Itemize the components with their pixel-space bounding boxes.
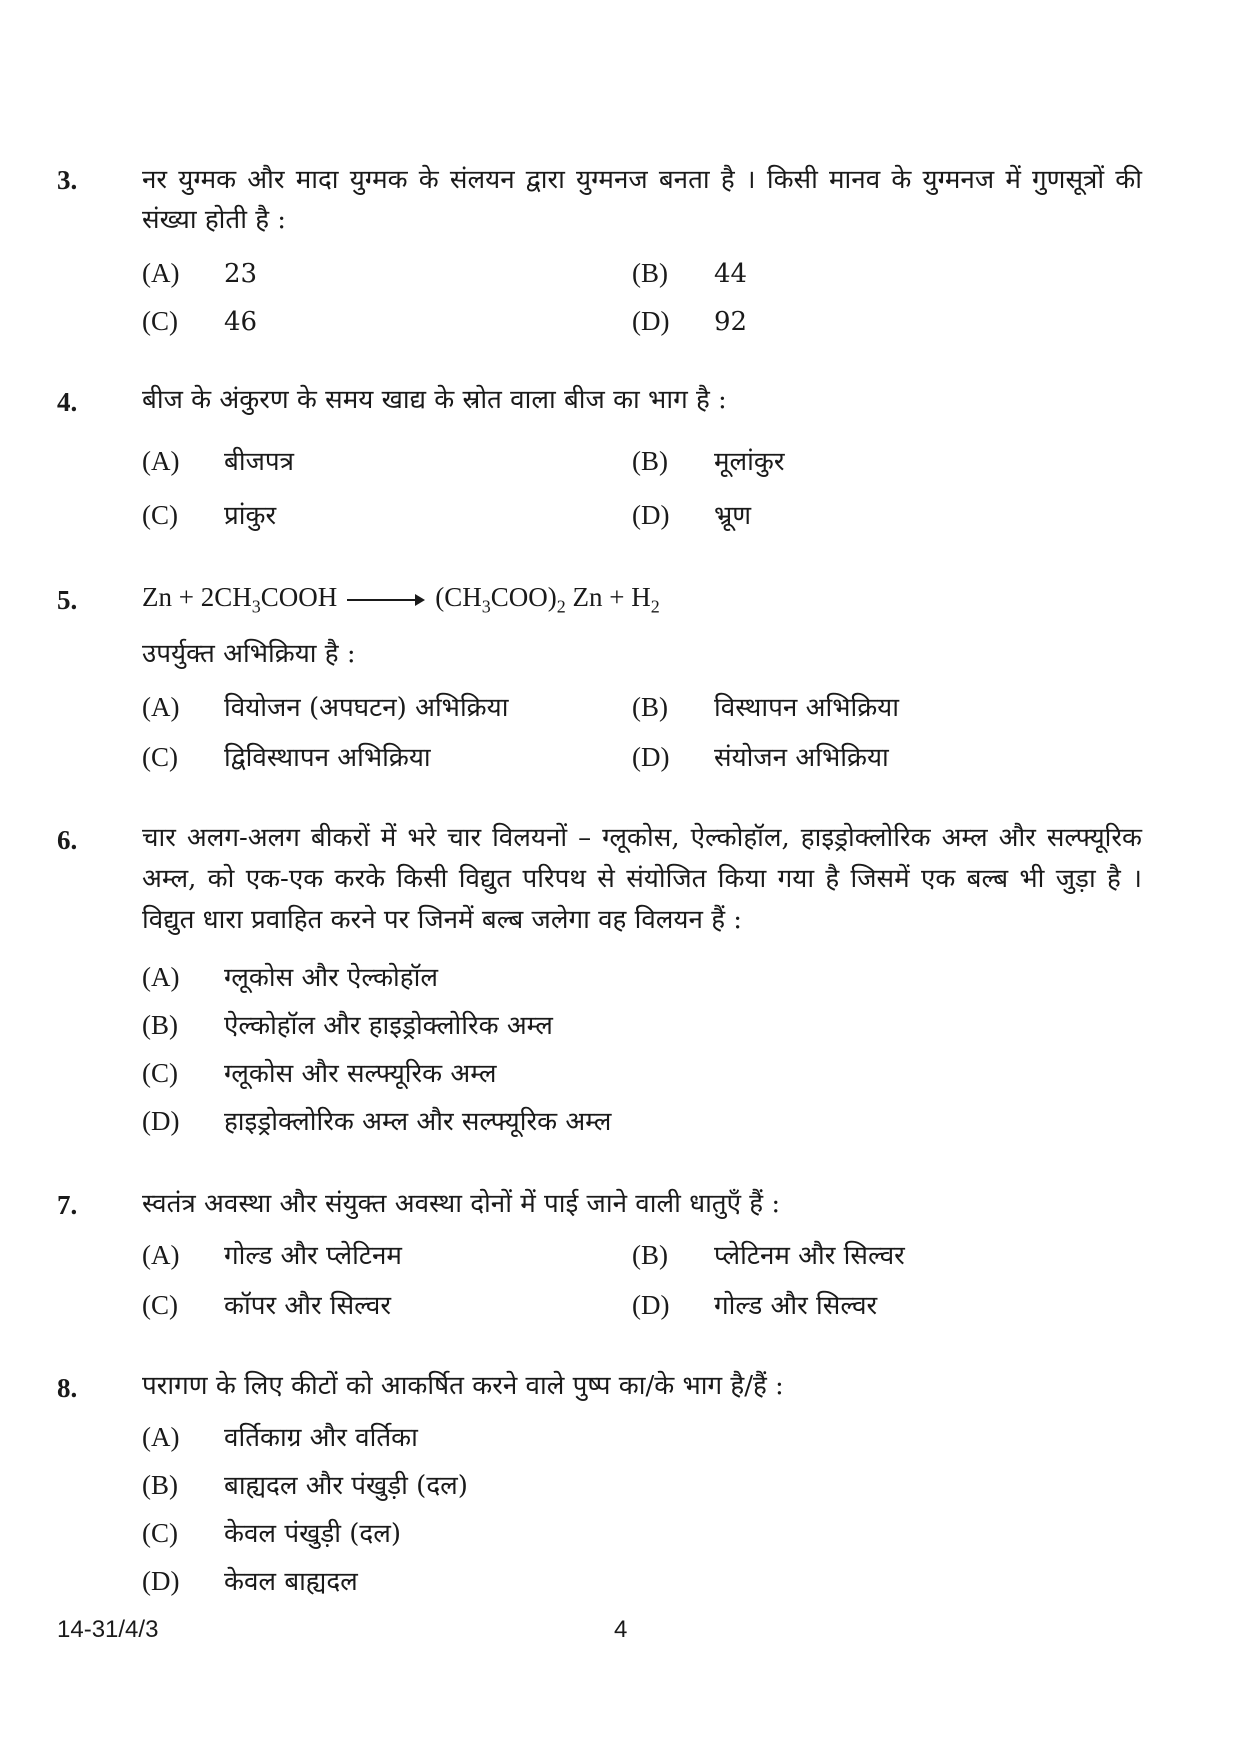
option-label: (A) <box>142 962 180 992</box>
option-text: वर्तिकाग्र और वर्तिका <box>224 1423 418 1453</box>
option-text: द्विविस्थापन अभिक्रिया <box>224 743 431 773</box>
option-b[interactable] <box>632 688 899 724</box>
option-b[interactable] <box>142 1466 468 1502</box>
option-label: (D) <box>632 1290 670 1320</box>
question-number: 4. <box>57 387 78 417</box>
question-number: 3. <box>57 165 78 195</box>
option-b[interactable] <box>632 442 785 478</box>
option-b[interactable] <box>632 258 747 289</box>
question-number: 7. <box>57 1190 78 1220</box>
option-d[interactable] <box>632 496 751 532</box>
equation-part: Zn + 2CH <box>142 582 252 612</box>
question-text: नर युग्मक और मादा युग्मक के संलयन द्वारा युग्मनज बनता है । किसी मानव के युग्मनज में गुणसूत्रों की संख्या होती है : <box>142 165 1142 235</box>
option-label: (D) <box>142 1566 180 1596</box>
option-text: संयोजन अभिक्रिया <box>714 743 889 773</box>
option-c[interactable] <box>142 738 431 774</box>
equation-subscript: 2 <box>650 596 660 617</box>
option-d[interactable] <box>632 306 747 337</box>
option-label: (B) <box>632 446 668 476</box>
option-text: 23 <box>224 259 258 289</box>
option-text: वियोजन (अपघटन) अभिक्रिया <box>224 693 509 723</box>
option-d[interactable] <box>142 1102 611 1138</box>
equation-subscript: 3 <box>481 596 491 617</box>
option-label: (B) <box>632 692 668 722</box>
option-label: (A) <box>142 1240 180 1270</box>
option-text: गोल्ड और प्लेटिनम <box>224 1241 402 1271</box>
option-label: (C) <box>142 1518 178 1548</box>
option-c[interactable] <box>142 306 257 337</box>
equation-part: COOH <box>260 582 338 612</box>
option-label: (C) <box>142 500 178 530</box>
option-text: कॉपर और सिल्वर <box>224 1291 391 1321</box>
question-text: चार अलग-अलग बीकरों में भरे चार विलयनों – ग्लूकोस, ऐल्कोहॉल, हाइड्रोक्लोरिक अम्ल और सल्फ्यूरिक अम्ल, को एक-एक करके किसी विद्युत परिपथ से संयोजित किया गया है जिसमें एक बल्ब भी जुड़ा है । विद्युत धारा प्रवाहित करने पर जिनमें बल्ब जलेगा वह विलयन हैं : <box>142 823 1142 935</box>
option-a[interactable] <box>142 688 508 724</box>
question-number: 5. <box>57 585 78 615</box>
option-label: (B) <box>142 1010 178 1040</box>
option-label: (D) <box>632 500 670 530</box>
option-label: (B) <box>632 258 668 288</box>
option-text: ग्लूकोस और सल्फ्यूरिक अम्ल <box>224 1059 497 1089</box>
option-d[interactable] <box>142 1562 358 1598</box>
equation-subscript: 2 <box>556 596 566 617</box>
option-text: 46 <box>224 307 258 337</box>
option-text: गोल्ड और सिल्वर <box>714 1291 878 1321</box>
question-text: परागण के लिए कीटों को आकर्षित करने वाले पुष्प का/के भाग है/हैं : <box>142 1371 784 1401</box>
option-d[interactable] <box>632 1286 877 1322</box>
option-a[interactable] <box>142 958 438 994</box>
option-text: केवल बाह्यदल <box>224 1567 358 1597</box>
option-label: (A) <box>142 692 180 722</box>
option-c[interactable] <box>142 496 276 532</box>
equation-part: COO) <box>490 582 557 612</box>
option-label: (B) <box>142 1470 178 1500</box>
equation-part: (CH <box>435 582 482 612</box>
option-text: प्लेटिनम और सिल्वर <box>714 1241 905 1271</box>
option-text: मूलांकुर <box>714 447 785 477</box>
option-text: केवल पंखुड़ी (दल) <box>224 1519 401 1549</box>
option-a[interactable] <box>142 1418 418 1454</box>
chemical-equation <box>142 582 660 617</box>
option-b[interactable] <box>632 1236 905 1272</box>
question-text: बीज के अंकुरण के समय खाद्य के स्रोत वाला बीज का भाग है : <box>142 385 727 415</box>
option-c[interactable] <box>142 1286 391 1322</box>
option-text: प्रांकुर <box>224 501 277 531</box>
option-label: (D) <box>632 306 670 336</box>
option-label: (C) <box>142 306 178 336</box>
option-text: बीजपत्र <box>224 447 294 477</box>
option-label: (C) <box>142 1290 178 1320</box>
option-text: हाइड्रोक्लोरिक अम्ल और सल्फ्यूरिक अम्ल <box>224 1107 612 1137</box>
option-text: ग्लूकोस और ऐल्कोहॉल <box>224 963 438 993</box>
option-text: बाह्यदल और पंखुड़ी (दल) <box>224 1471 468 1501</box>
option-text: ऐल्कोहॉल और हाइड्रोक्लोरिक अम्ल <box>224 1011 553 1041</box>
option-a[interactable] <box>142 442 294 478</box>
option-c[interactable] <box>142 1054 496 1090</box>
reaction-arrow-icon <box>347 594 425 606</box>
option-label: (C) <box>142 742 178 772</box>
option-b[interactable] <box>142 1006 553 1042</box>
question-number: 8. <box>57 1373 78 1403</box>
option-label: (A) <box>142 258 180 288</box>
option-text: 44 <box>714 259 748 289</box>
page-number: 4 <box>614 1616 628 1643</box>
option-text: 92 <box>714 307 748 337</box>
option-c[interactable] <box>142 1514 401 1550</box>
option-label: (A) <box>142 1422 180 1452</box>
equation-part: Zn + H <box>565 582 651 612</box>
option-d[interactable] <box>632 738 889 774</box>
option-text: विस्थापन अभिक्रिया <box>714 693 899 723</box>
question-text: उपर्युक्त अभिक्रिया है : <box>142 639 356 669</box>
option-label: (A) <box>142 446 180 476</box>
equation-subscript: 3 <box>251 596 261 617</box>
option-label: (D) <box>142 1106 180 1136</box>
option-label: (B) <box>632 1240 668 1270</box>
option-a[interactable] <box>142 1236 402 1272</box>
question-text: स्वतंत्र अवस्था और संयुक्त अवस्था दोनों में पाई जाने वाली धातुएँ हैं : <box>142 1189 781 1219</box>
question-number: 6. <box>57 825 78 855</box>
paper-code: 14-31/4/3 <box>57 1616 159 1643</box>
option-label: (C) <box>142 1058 178 1088</box>
option-text: भ्रूण <box>714 501 752 531</box>
option-label: (D) <box>632 742 670 772</box>
option-a[interactable] <box>142 258 257 289</box>
